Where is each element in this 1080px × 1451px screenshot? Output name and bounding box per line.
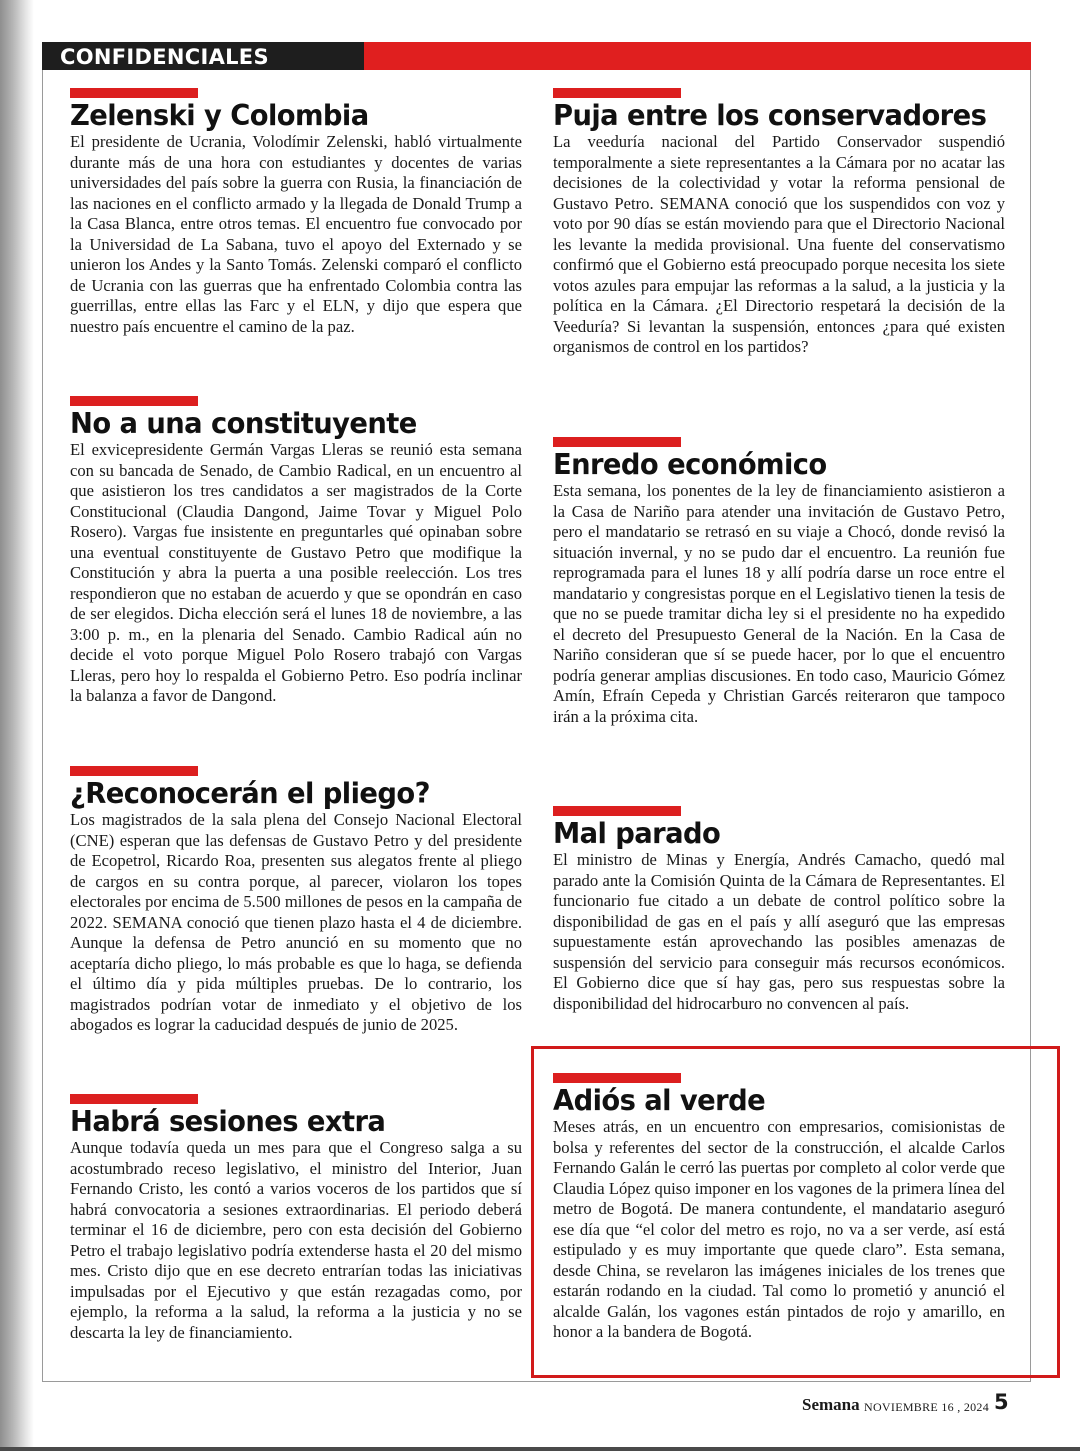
article-body: El exvicepresidente Germán Vargas Lleras se reunió esta semana con su bancada de Senado, de Cambio Radical, en un encuentro al que asistieron los tres candidatos a ser magistrados de la Corte Constitucional (Claudia Dangond, Jaime Tovar y Miguel Polo Rosero). Vargas fue insistente en preguntarles qué opinaban sobre una eventual constituyente de Gustavo Petro que modifique la Constitución y abra la puerta a una posible reelección. Los tres respondieron que no estaban de acuerdo y que se opondrán en caso de ser elegidos. Dicha elección será el lunes 18 de noviembre, a las 3:00 p. m., en la plenaria del Senado. Cambio Radical aún no decide el voto porque Miguel Polo Rosero trabajó con Vargas Lleras, pero hoy lo respalda el Gobierno Petro. Eso podría inclinar la balanza a favor de Dangond. — [70, 440, 522, 705]
article-body: Los magistrados de la sala plena del Consejo Nacional Electoral (CNE) esperan que las defensas de Gustavo Petro y del presidente de Ecopetrol, Ricardo Roa, presenten sus alegatos frente al pliego de cargos en su contra porque, al parecer, violaron los topes electorales por encima de 5.500 millones de pesos en la campaña de 2022. SEMANA conoció que tienen plazo hasta el 4 de diciembre. Aunque la defensa de Petro anunció en su momento que no aceptaría dicho pliego, lo más probable es que lo haga, se defienda el último día y pida múltiples pruebas. De lo contrario, los magistrados podrían votar de inmediato y el objetivo de los abogados es lograr la caducidad después de junio de 2025. — [70, 810, 522, 1034]
article-headline: Enredo económico — [553, 448, 827, 481]
page-number: 5 — [994, 1390, 1009, 1414]
section-label: CONFIDENCIALES — [60, 45, 269, 69]
article-sesiones-extra — [70, 1094, 522, 1343]
article-accent-bar — [553, 88, 681, 98]
article-accent-bar — [70, 88, 198, 98]
issue-date: NOVIEMBRE 16 , 2024 — [864, 1400, 990, 1414]
article-headline: ¿Reconocerán el pliego? — [70, 777, 430, 810]
section-banner — [42, 42, 1031, 70]
article-enredo-economico — [553, 437, 1005, 727]
article-headline: Zelenski y Colombia — [70, 99, 369, 132]
article-accent-bar — [70, 1094, 198, 1104]
article-mal-parado — [553, 806, 1005, 1014]
article-accent-bar — [553, 437, 681, 447]
article-headline: No a una constituyente — [70, 407, 417, 440]
article-accent-bar — [70, 396, 198, 406]
article-constituyente — [70, 396, 522, 707]
article-accent-bar — [70, 766, 198, 776]
article-headline: Mal parado — [553, 817, 721, 850]
banner-red-stripe — [364, 42, 1031, 70]
article-conservadores — [553, 88, 1005, 358]
page-binding-shadow — [0, 0, 34, 1451]
article-body: Meses atrás, en un encuentro con empresarios, comisionistas de bolsa y referentes del sector de la construcción, el alcalde Carlos Fernando Galán le cerró las puertas por completo al color verde que Claudia López quiso imponer en los vagones de la primera línea del metro de Bogotá. De manera contundente, el mandatario aseguró ese día que “el color del metro es rojo, no va a ser verde, así está estipulado y es muy importante que quede claro”. Esta semana, desde China, se revelaron las imágenes iniciales de los trenes que estarán rodando en la ciudad. Tal como lo prometió y anunció el alcalde Galán, los vagones están pintados de rojo y amarillo, en honor a la bandera de Bogotá. — [553, 1117, 1005, 1341]
article-zelenski — [70, 88, 522, 337]
article-body: Aunque todavía queda un mes para que el Congreso salga a su acostumbrado receso legislativo, el ministro del Interior, Juan Fernando Cristo, les contó a varios voceros de los partidos que sí habrá convocatoria a sesiones extraordinarias. El periodo deberá terminar el 16 de diciembre, pero con esta decisión del Gobierno Petro el trabajo legislativo podría extenderse hasta el 20 del mismo mes. Cristo dijo que en ese decreto entrarían todas las iniciativas impulsadas por el Ejecutivo y que están rezagadas como, por ejemplo, la reforma a la salud, la reforma a la justicia y no se descarta la ley de financiamiento. — [70, 1138, 522, 1342]
article-headline: Puja entre los conservadores — [553, 99, 987, 132]
article-body: Esta semana, los ponentes de la ley de financiamiento asistieron a la Casa de Nariño para atender una invitación de Gustavo Petro, pero el mandatario se retrasó en su viaje a Chocó, donde revisó la situación invernal, y no se pudo dar el encuentro. La reunión fue reprogramada para el lunes 18 y allí podría darse un roce entre el mandatario y congresistas porque en el Legislativo tienen la tesis de que no se puede tramitar dicha ley si el presidente no ha expedido el decreto del Presupuesto General de la Nación. En la Casa de Nariño consideran que sí se puede hacer, por lo que el encuentro podría generar amplias discusiones. En todo caso, Mauricio Gómez Amín, Efraín Cepeda y Christian Garcés reiteraron que tampoco irán a la próxima cita. — [553, 481, 1005, 726]
article-body: La veeduría nacional del Partido Conservador suspendió temporalmente a siete representantes a la Cámara por no acatar las decisiones de la colectividad y votar la reforma pensional de Gustavo Petro. SEMANA conoció que los suspendidos con voz y voto por 90 días se están moviendo para que el Directorio Nacional les levante la medida provisional. Una fuente del conservatismo confirmó que el Gobierno está preocupado porque necesita los siete votos azules para empujar las reformas a la salud, a la justicia y la política en la Cámara. ¿El Directorio respetará la decisión de la Veeduría? Si levantan la suspensión, entonces ¿para qué existen organismos de control en los partidos? — [553, 132, 1005, 356]
article-headline: Habrá sesiones extra — [70, 1105, 386, 1138]
article-accent-bar — [553, 806, 681, 816]
page-footer — [800, 1392, 1015, 1422]
article-pliego — [70, 766, 522, 1036]
publication-name: Semana — [802, 1395, 860, 1414]
article-body: El presidente de Ucrania, Volodímir Zelenski, habló virtualmente durante más de una hora con estudiantes y docentes de varias universidades del país sobre la guerra con Rusia, la financiación de las naciones en el conflicto armado y la llegada de Donald Trump a la Casa Blanca, entre otros temas. El encuentro fue convocado por la Universidad de La Sabana, tuvo el apoyo del Externado y se unieron los Andes y la Santo Tomás. Zelenski comparó el conflicto de Ucrania con las guerras que ha enfrentado Colombia contra las guerrillas, entre ellas las Farc y el ELN, y dijo que espera que nuestro país encuentre el camino de la paz. — [70, 132, 522, 336]
banner-black-block — [42, 42, 364, 70]
highlight-annotation-box — [531, 1046, 1060, 1378]
bottom-edge-line — [0, 1447, 1080, 1451]
article-headline: Adiós al verde — [553, 1084, 766, 1117]
article-body: El ministro de Minas y Energía, Andrés Camacho, quedó mal parado ante la Comisión Quinta de la Cámara de Representantes. El funcionario fue citado a un debate de control político sobre la disponibilidad de gas en el país y allí aseguró que las empresas supuestamente están aprovechando las posibles amenazas de suspensión del servicio para conseguir más recursos económicos. El Gobierno dice que sí hay gas, pero sus respuestas sobre la disponibilidad del hidrocarburo no convencen al país. — [553, 850, 1005, 1013]
